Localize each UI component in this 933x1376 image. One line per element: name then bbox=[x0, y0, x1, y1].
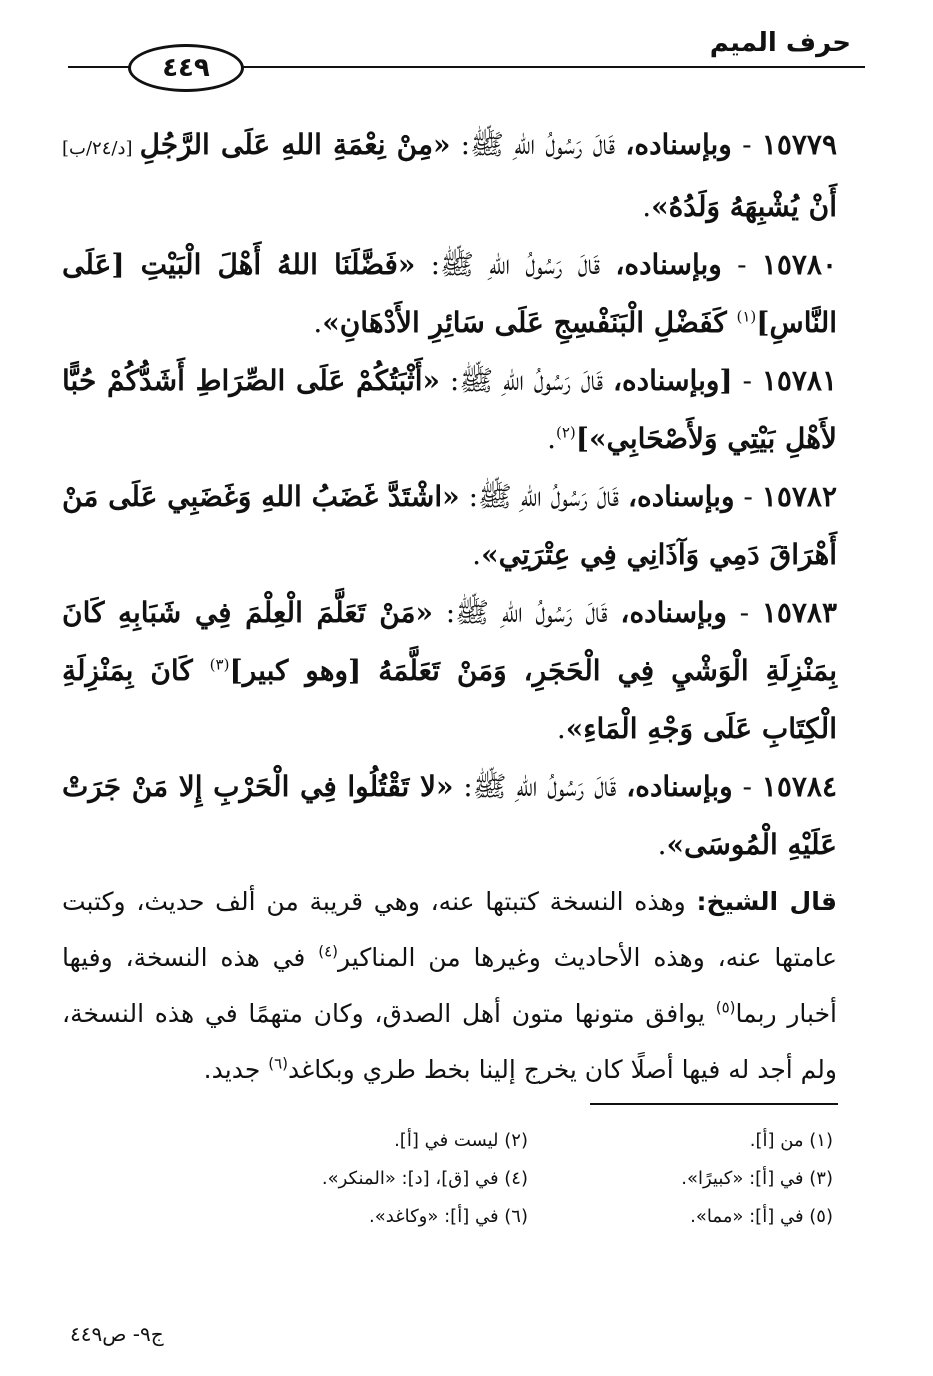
hadith-text-cont: أَنْ يُشْبِهَهُ وَلَدُهُ» bbox=[651, 190, 837, 223]
hadith-entry-15779 bbox=[62, 116, 837, 236]
volume-page-reference: ج٩- ص٤٤٩ bbox=[70, 1322, 164, 1346]
entry-number: ١٥٧٧٩ bbox=[761, 128, 837, 161]
said-phrase: قَالَ رَسُولُ اللهِ ﷺ: bbox=[440, 364, 613, 397]
entry-number: ١٥٧٨٠ bbox=[761, 248, 837, 281]
period: . bbox=[556, 712, 566, 745]
hadith-entry-15783 bbox=[62, 584, 837, 758]
footnote-1: (١) من [أ]. bbox=[749, 1130, 833, 1151]
hadith-text: «مِنْ نِعْمَةِ اللهِ عَلَى الرَّجُلِ bbox=[139, 128, 451, 161]
hadith-text: «فَضَّلَنَا اللهُ أَهْلَ الْبَيْتِ [عَلَى النَّاسِ] bbox=[62, 248, 837, 339]
said-phrase: قَالَ رَسُولُ اللهِ ﷺ: bbox=[459, 480, 628, 513]
entry-dash: - bbox=[732, 770, 762, 803]
entry-dash: - bbox=[721, 248, 762, 281]
commentary-text: وهذه النسخة كتبتها عنه، وهي قريبة من ألف حديث، وكتبت عامتها عنه، وهذه الأحاديث وغيرها من المناكير bbox=[62, 887, 837, 972]
period: . bbox=[642, 190, 652, 223]
footnote-4: (٤) في [ق]، [د]: «المنكر». bbox=[321, 1168, 528, 1189]
entry-number: ١٥٧٨٤ bbox=[761, 770, 837, 803]
footnote-marker: (١) bbox=[736, 307, 757, 326]
page-number-badge: ٤٤٩ bbox=[128, 44, 244, 92]
entry-number: ١٥٧٨٢ bbox=[761, 480, 837, 513]
hadith-entry-15781 bbox=[62, 352, 837, 468]
isnad-phrase: وبإسناده، bbox=[620, 596, 727, 629]
isnad-phrase: [وبإسناده، bbox=[612, 364, 733, 397]
period: . bbox=[472, 538, 482, 571]
period: . bbox=[313, 306, 323, 339]
hadith-entry-15782 bbox=[62, 468, 837, 584]
shaykh-label: قال الشيخ: bbox=[696, 887, 837, 916]
isnad-phrase: وبإسناده، bbox=[628, 480, 735, 513]
entry-dash: - bbox=[731, 128, 762, 161]
hadith-text: «اشْتَدَّ غَضَبُ اللهِ وَغَضَبِي عَلَى مَنْ أَهْرَاقَ دَمِي وَآذَانِي فِي عِتْرَتِي» bbox=[62, 480, 837, 571]
hadith-text: «أَثْبَتُكُمْ عَلَى الصِّرَاطِ أَشَدُّكُمْ حُبًّا لأَهْلِ بَيْتِي وَلأَصْحَابِي»] bbox=[62, 364, 837, 455]
main-text bbox=[62, 116, 837, 1098]
isnad-phrase: وبإسناده، bbox=[615, 248, 722, 281]
said-phrase: قَالَ رَسُولُ اللهِ ﷺ: bbox=[450, 128, 626, 161]
footnote-6: (٦) في [أ]: «وكاغد». bbox=[369, 1206, 528, 1227]
footnote-marker: (٢) bbox=[556, 423, 576, 442]
shaykh-commentary bbox=[62, 874, 837, 1098]
period: . bbox=[657, 828, 667, 861]
hadith-text: «لا تَقْتُلُوا فِي الْحَرْبِ إِلا مَنْ جَرَتْ عَلَيْهِ الْمُوسَى» bbox=[62, 770, 837, 861]
commentary-text: جديد. bbox=[203, 1055, 269, 1084]
commentary-text: في هذه النسخة، وفيها أخبار ربما bbox=[62, 943, 837, 1028]
footnote-2: (٢) ليست في [أ]. bbox=[394, 1130, 528, 1151]
commentary-text: يوافق متونها متون أهل الصدق، وكان متهمًا في هذه النسخة، ولم أجد له فيها أصلًا كان يخرج إلينا بخط طري وبكاغد bbox=[62, 999, 837, 1084]
hadith-entry-15780 bbox=[62, 236, 837, 352]
said-phrase: قَالَ رَسُولُ اللهِ ﷺ: bbox=[433, 596, 621, 629]
isnad-phrase: وبإسناده، bbox=[625, 128, 732, 161]
period: . bbox=[547, 422, 556, 455]
footnote-5: (٥) في [أ]: «مما». bbox=[690, 1206, 833, 1227]
footnote-separator bbox=[590, 1103, 838, 1105]
manuscript-ref: [د/٢٤/ب] bbox=[62, 138, 140, 159]
entry-dash: - bbox=[732, 364, 762, 397]
hadith-entry-15784 bbox=[62, 758, 837, 874]
footnote-marker: (٦) bbox=[268, 1054, 289, 1073]
footnote-marker: (٤) bbox=[318, 942, 338, 961]
hadith-text: «مَنْ تَعَلَّمَ الْعِلْمَ فِي شَبَابِهِ كَانَ بِمَنْزِلَةِ الْوَشْيِ فِي الْحَجَرِ، وَمَنْ تَعَلَّمَهُ [وهو كبير] bbox=[62, 596, 838, 687]
isnad-phrase: وبإسناده، bbox=[626, 770, 733, 803]
footnote-marker: (٣) bbox=[209, 655, 230, 674]
hadith-text-cont: كَانَ بِمَنْزِلَةِ الْكِتَابِ عَلَى وَجْهِ الْمَاءِ» bbox=[62, 654, 837, 745]
entry-number: ١٥٧٨١ bbox=[761, 364, 838, 397]
entry-number: ١٥٧٨٣ bbox=[761, 596, 838, 629]
hadith-text-cont: كَفَضْلِ الْبَنَفْسِجِ عَلَى سَائِرِ الأَدْهَانِ» bbox=[322, 306, 737, 339]
page-header-title: حرف الميم bbox=[709, 28, 851, 58]
said-phrase: قَالَ رَسُولُ اللهِ ﷺ: bbox=[453, 770, 627, 803]
entry-dash: - bbox=[734, 480, 762, 513]
footnote-marker: (٥) bbox=[715, 998, 736, 1017]
footnote-3: (٣) في [أ]: «كبيرًا». bbox=[681, 1168, 833, 1189]
said-phrase: قَالَ رَسُولُ اللهِ ﷺ: bbox=[415, 248, 616, 281]
footnotes bbox=[253, 1122, 833, 1236]
entry-dash: - bbox=[726, 596, 762, 629]
